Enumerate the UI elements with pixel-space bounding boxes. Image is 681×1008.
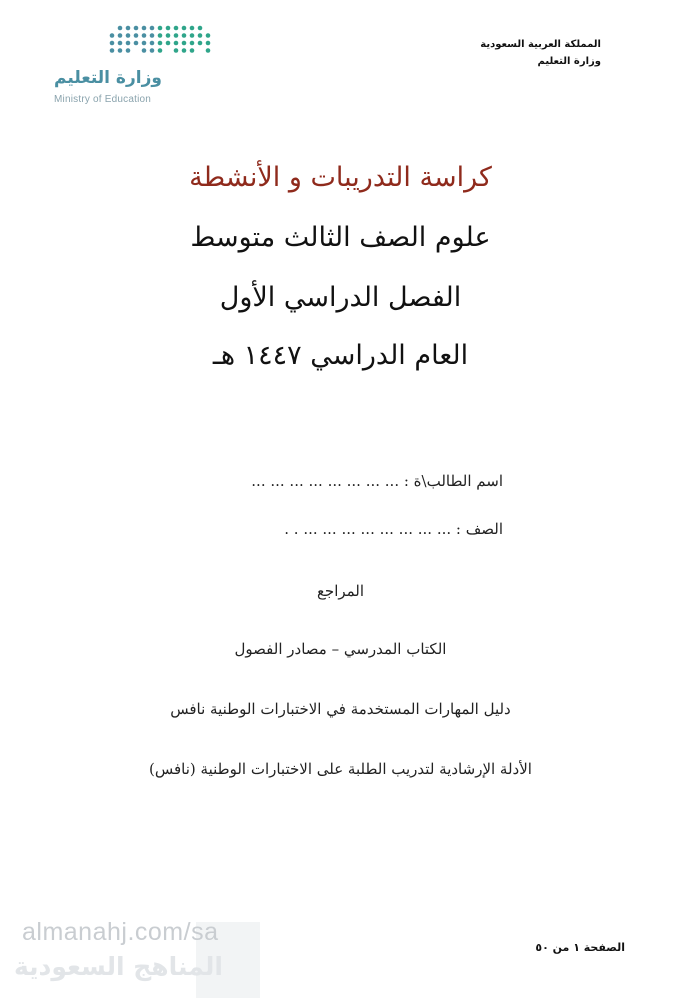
logo-dot: [158, 26, 163, 31]
ministry-name: وزارة التعليم: [537, 56, 601, 67]
logo-english-text: Ministry of Education: [54, 94, 152, 105]
kingdom-name: المملكة العربية السعودية: [480, 39, 601, 50]
logo-dot: [206, 48, 211, 53]
logo-dot: [182, 48, 187, 53]
logo-dot: [126, 48, 131, 53]
page-number: الصفحة ١ من ٥٠: [535, 941, 625, 954]
logo-dot: [158, 41, 163, 46]
logo-dot: [134, 33, 139, 38]
references-heading: المراجع: [316, 582, 365, 600]
ministry-logo: [52, 22, 212, 112]
logo-dots-icon: [108, 24, 212, 56]
logo-dot: [198, 26, 203, 31]
logo-dot: [182, 41, 187, 46]
logo-dot: [174, 26, 179, 31]
header-kingdom-block: [480, 36, 601, 70]
student-name-field: اسم الطالب\ة : ... ... ... ... ... ... ... ...: [251, 472, 503, 490]
logo-dot: [118, 48, 123, 53]
logo-dot: [118, 33, 123, 38]
reference-item: الأدلة الإرشادية لتدريب الطلبة على الاختبارات الوطنية (نافس): [149, 760, 532, 778]
logo-dot: [134, 41, 139, 46]
logo-dot: [142, 33, 147, 38]
logo-dot: [158, 48, 163, 53]
logo-dot: [166, 41, 171, 46]
logo-dot: [110, 41, 115, 46]
academic-year-title: العام الدراسي ١٤٤٧ هـ: [212, 340, 469, 371]
logo-dot: [190, 41, 195, 46]
logo-dot: [166, 33, 171, 38]
logo-dot: [206, 41, 211, 46]
logo-dot: [182, 26, 187, 31]
workbook-title: كراسة التدريبات و الأنشطة: [189, 162, 492, 193]
watermark-url: almanahj.com/sa: [22, 918, 219, 946]
logo-dot: [190, 33, 195, 38]
logo-dot: [206, 33, 211, 38]
logo-dot: [174, 48, 179, 53]
logo-dot: [150, 41, 155, 46]
logo-dot: [166, 26, 171, 31]
reference-item: الكتاب المدرسي – مصادر الفصول: [234, 640, 447, 658]
logo-dot: [142, 41, 147, 46]
logo-dot: [158, 33, 163, 38]
logo-dot: [142, 26, 147, 31]
semester-title: الفصل الدراسي الأول: [219, 282, 462, 313]
logo-dot: [126, 26, 131, 31]
logo-dot: [150, 33, 155, 38]
logo-dot: [118, 41, 123, 46]
logo-dot: [126, 33, 131, 38]
logo-dot: [150, 26, 155, 31]
logo-dot: [198, 33, 203, 38]
subject-title: علوم الصف الثالث متوسط: [190, 222, 491, 253]
class-field: الصف : ... ... ... ... ... ... ... ... . .: [284, 520, 503, 538]
logo-dot: [126, 41, 131, 46]
logo-dot: [142, 48, 147, 53]
logo-dot: [118, 26, 123, 31]
logo-arabic-text: وزارة التعليم: [54, 68, 162, 88]
logo-dot: [174, 33, 179, 38]
reference-item: دليل المهارات المستخدمة في الاختبارات الوطنية نافس: [170, 700, 511, 718]
logo-dot: [110, 33, 115, 38]
logo-dot: [190, 48, 195, 53]
watermark-name: المناهج السعودية: [14, 952, 223, 981]
logo-dot: [190, 26, 195, 31]
logo-dot: [134, 26, 139, 31]
logo-dot: [150, 48, 155, 53]
logo-dot: [198, 41, 203, 46]
logo-dot: [110, 48, 115, 53]
logo-dot: [182, 33, 187, 38]
logo-dot: [174, 41, 179, 46]
